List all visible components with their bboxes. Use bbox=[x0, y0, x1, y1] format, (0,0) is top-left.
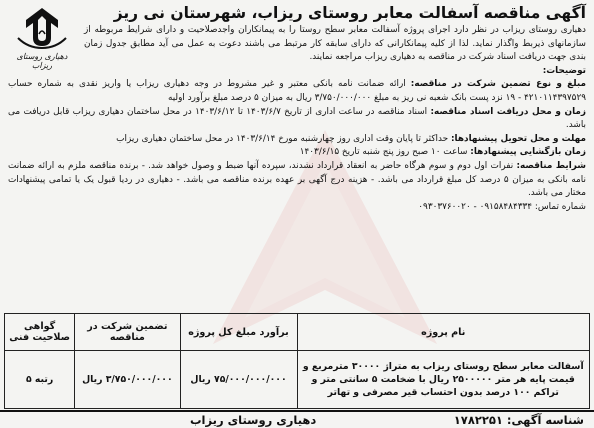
conditions-label: شرایط مناقصه: bbox=[516, 160, 587, 171]
notice-footer bbox=[0, 410, 594, 428]
conditions-text: نفرات اول دوم و سوم هرگاه حاضر به انعقاد قرارداد نشدند، سپرده آنها ضبط و وصول خواهد شد. - برنده مناقصه ملزم به ارائه ضمانت نامه بانکی به میزان ۵ درصد کل مبلغ قرارداد می باشد. - هزینه درج آگهی بر عهده برنده مناقصه می باشد. - دهیاری در ردیا قبول یک یا تمامی پیشنهادات مختار می باشد. bbox=[8, 160, 586, 199]
guarantee-paragraph bbox=[8, 78, 586, 105]
documents-paragraph bbox=[8, 106, 586, 133]
footer-organization: دهیاری روستای ریزاب bbox=[190, 413, 317, 427]
project-table bbox=[4, 313, 590, 409]
header-grade: گواهی صلاحیت فنی bbox=[5, 314, 75, 351]
table-row bbox=[5, 351, 590, 409]
intro-paragraph: دهیاری روستای ریزاب در نظر دارد اجرای پروژه آسفالت معابر سطح روستا را به پیمانکاران واجدصلاحیت و دارای شرایط مربوطه از سازمانهای ذیربط واگذار نماید. لذا از کلیه پیمانکارانی که دارای سابقه کار مرتبط می باشند دعوت به عمل می آید مطابق جدول زمان بندی جهت دریافت اسناد شرکت در مناقصه به دهیاری ریزاب مراجعه نمایند. bbox=[84, 25, 586, 63]
cell-guarantee: ۳/۷۵۰/۰۰۰/۰۰۰ ریال bbox=[75, 351, 180, 409]
notice-body bbox=[8, 24, 587, 214]
opening-text: ساعت ۱۰ صبح روز پنج شنبه تاریخ ۱۴۰۳/۶/۱۵ bbox=[299, 147, 468, 158]
village-council-logo bbox=[6, 4, 78, 70]
ad-code: شناسه آگهی: ۱۷۸۲۲۵۱ bbox=[453, 413, 584, 427]
notice-title: آگهی مناقصه آسفالت معابر روستای ریزاب، شهرستان نی ریز bbox=[113, 4, 586, 22]
deadline-text: حداکثر تا پایان وقت اداری روز چهارشنبه مورخ ۱۴۰۳/۶/۱۴ در محل ساختمان دهیاری ریزاب bbox=[116, 133, 449, 144]
documents-text: اسناد مناقصه در ساعت اداری از تاریخ ۱۴۰۳/۶/۷ تا ۱۴۰۳/۶/۱۲ در محل ساختمان دهیاری ریزاب قابل دریافت می باشد. bbox=[8, 106, 586, 131]
header-guarantee: تضمین شرکت در مناقصه bbox=[75, 314, 180, 351]
guarantee-label: مبلغ و نوع تضمین شرکت در مناقصه: bbox=[410, 79, 586, 90]
phone-line: شماره تماس: ۰۹۱۵۸۴۸۴۳۳۴ - ۰۹۳۰۳۷۶۰۰۲۰ bbox=[418, 201, 586, 212]
deadline-label: مهلت و محل تحویل پیشنهادها: bbox=[451, 133, 586, 144]
documents-label: زمان و محل دریافت اسناد مناقصه: bbox=[430, 106, 587, 117]
guarantee-text: ارائه ضمانت نامه بانکی معتبر و غیر مشروط در وجه دهیاری ریزاب یا واریز نقدی به شماره حساب ۴۲۱۰۱۱۴۳۹۷۵۲۹ - ۱۹ نزد پست بانک شعبه نی ریز به مبلغ ۳/۷۵۰/۰۰۰/۰۰۰ ریال به میزان ۵ درصد مبلغ برآورد اولیه bbox=[8, 79, 586, 103]
deadline-paragraph bbox=[8, 133, 586, 147]
header-project-name: نام پروژه bbox=[297, 314, 590, 351]
conditions-paragraph bbox=[8, 160, 586, 201]
header-estimate: برآورد مبلغ کل پروژه bbox=[180, 314, 297, 351]
notes-heading: توضیحات: bbox=[542, 65, 586, 76]
logo-caption: دهیاری روستای ریزاب bbox=[16, 52, 68, 70]
cell-project-name: آسفالت معابر سطح روستای ریزاب به متراژ ۳۰۰۰۰ مترمربع و قیمت پایه هر متر ۲۵۰۰۰۰۰ ریال با ضخامت ۵ سانتی متر و تراکم ۱۰۰ درصد بدون احتساب قیر مصرفی و تهاتر bbox=[297, 351, 590, 409]
opening-paragraph bbox=[8, 146, 586, 160]
table-header-row bbox=[5, 314, 590, 351]
emblem-icon bbox=[6, 4, 78, 52]
cell-estimate: ۷۵/۰۰۰/۰۰۰/۰۰۰ ریال bbox=[180, 351, 297, 409]
opening-label: زمان بازگشایی پیشنهادها: bbox=[470, 147, 586, 158]
cell-grade: رتبه ۵ bbox=[5, 351, 75, 409]
